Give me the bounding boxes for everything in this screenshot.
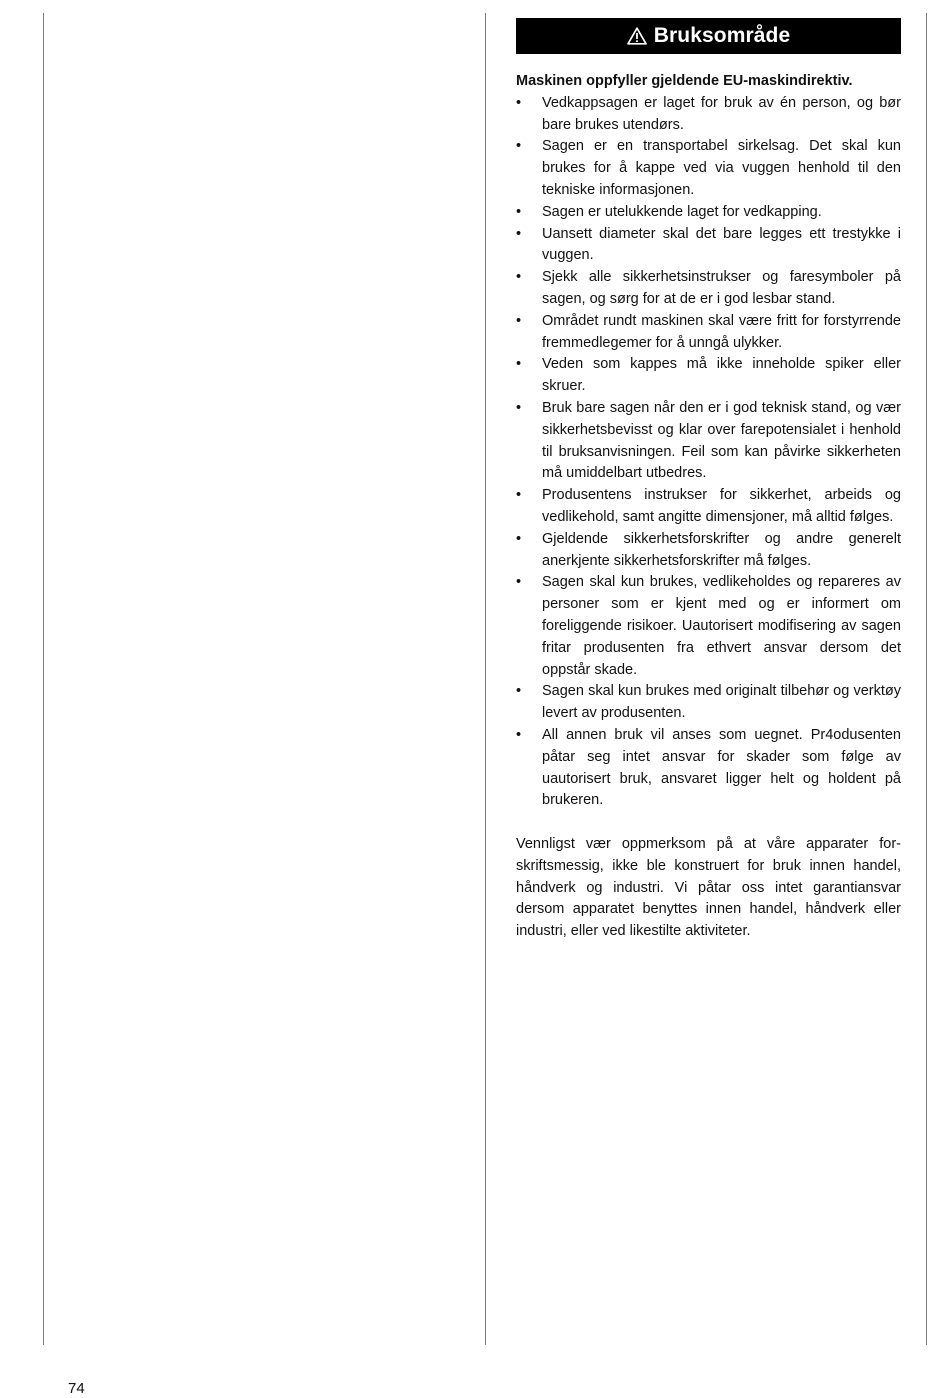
left-column-rule [43, 13, 44, 1345]
page-number: 74 [68, 1380, 85, 1397]
list-item-text: Sagen skal kun brukes, vedlikeholdes og repareres av personer som er kjent med og er informert om foreliggende risikoer. Uautorisert modifisering av sagen fritar produsenten fra ethvert ansvar dersom det oppstår skade. [542, 574, 901, 678]
bullet-marker: • [516, 356, 522, 373]
list-item-text: Produsentens instrukser for sikkerhet, arbeids og vedlikehold, samt angitte dimensjoner, må alltid følges. [542, 487, 901, 525]
warning-triangle-icon [627, 27, 647, 45]
section-title: Bruksområde [653, 24, 791, 47]
bullet-marker: • [516, 312, 522, 329]
right-column-content [516, 18, 901, 943]
bullet-marker: • [516, 530, 522, 547]
list-item [516, 136, 901, 201]
bullet-marker: • [516, 683, 522, 700]
list-item [516, 267, 901, 311]
list-item [516, 681, 901, 725]
bullet-marker: • [516, 269, 522, 286]
list-item-text: Sjekk alle sikkerhetsinstrukser og faresymboler på sagen, og sørg for at de er i god lesbar stand. [542, 269, 901, 307]
usage-bullet-list [516, 93, 901, 812]
list-item [516, 485, 901, 529]
list-item [516, 311, 901, 355]
bullet-marker: • [516, 399, 522, 416]
bullet-marker: • [516, 225, 522, 242]
list-item-text: Området rundt maskinen skal være fritt for forstyrrende fremmedlegemer for å unngå ulykker. [542, 312, 901, 351]
center-column-rule [485, 13, 486, 1345]
list-item [516, 398, 901, 485]
list-item-text: Bruk bare sagen når den er i god teknisk stand, og vær sikkerhetsbevisst og klar over farepotensialet i henhold til bruksanvisningen. Feil som kan påvirke sikkerheten må umiddelbart utbedres. [542, 399, 901, 482]
list-item [516, 354, 901, 398]
bullet-marker: • [516, 726, 522, 743]
bullet-marker: • [516, 574, 522, 591]
list-item-text: Sagen er en transportabel sirkelsag. Det skal kun brukes for å kappe ved via vuggen henhold til den tekniske informasjonen. [542, 138, 901, 198]
commercial-use-note: Vennligst vær oppmerksom på at våre apparater forskriftsmessig, ikke ble konstruert for bruk innen handel, håndverk og industri. Vi påtar oss intet garantiansvar dersom apparatet benyttes innen handel, håndverk eller industri, eller ved likestilte aktiviteter. [516, 836, 901, 940]
list-item-text: Vedkappsagen er laget for bruk av én person, og bør bare brukes utendørs. [542, 94, 901, 133]
bullet-marker: • [516, 138, 522, 155]
section-header [516, 18, 901, 54]
list-item-text: All annen bruk vil anses som uegnet. Pr4odusenten påtar seg intet ansvar for skader som følge av uautorisert bruk, ansvaret ligger helt og holdent på brukeren. [542, 726, 901, 809]
bullet-marker: • [516, 203, 522, 220]
list-item-text: Gjeldende sikkerhetsforskrifter og andre generelt anerkjente sikkerhetsforskrifter må følges. [542, 530, 901, 569]
list-item [516, 202, 901, 224]
list-item [516, 224, 901, 268]
right-column-rule [926, 13, 927, 1345]
list-item-text: Veden som kappes må ikke inneholde spiker eller skruer. [542, 356, 901, 395]
bullet-marker: • [516, 94, 522, 111]
list-item-text: Sagen skal kun brukes med originalt tilbehør og verktøy levert av produsenten. [542, 683, 901, 722]
list-item-text: Sagen er utelukkende laget for vedkapping. [542, 203, 822, 220]
list-item [516, 529, 901, 573]
intro-statement: Maskinen oppfyller gjeldende EU-maskindirektiv. [516, 73, 853, 89]
list-item-text: Uansett diameter skal det bare legges ett trestykke i vuggen. [542, 225, 901, 264]
list-item [516, 725, 901, 812]
bullet-marker: • [516, 487, 522, 504]
list-item [516, 93, 901, 137]
list-item [516, 572, 901, 681]
